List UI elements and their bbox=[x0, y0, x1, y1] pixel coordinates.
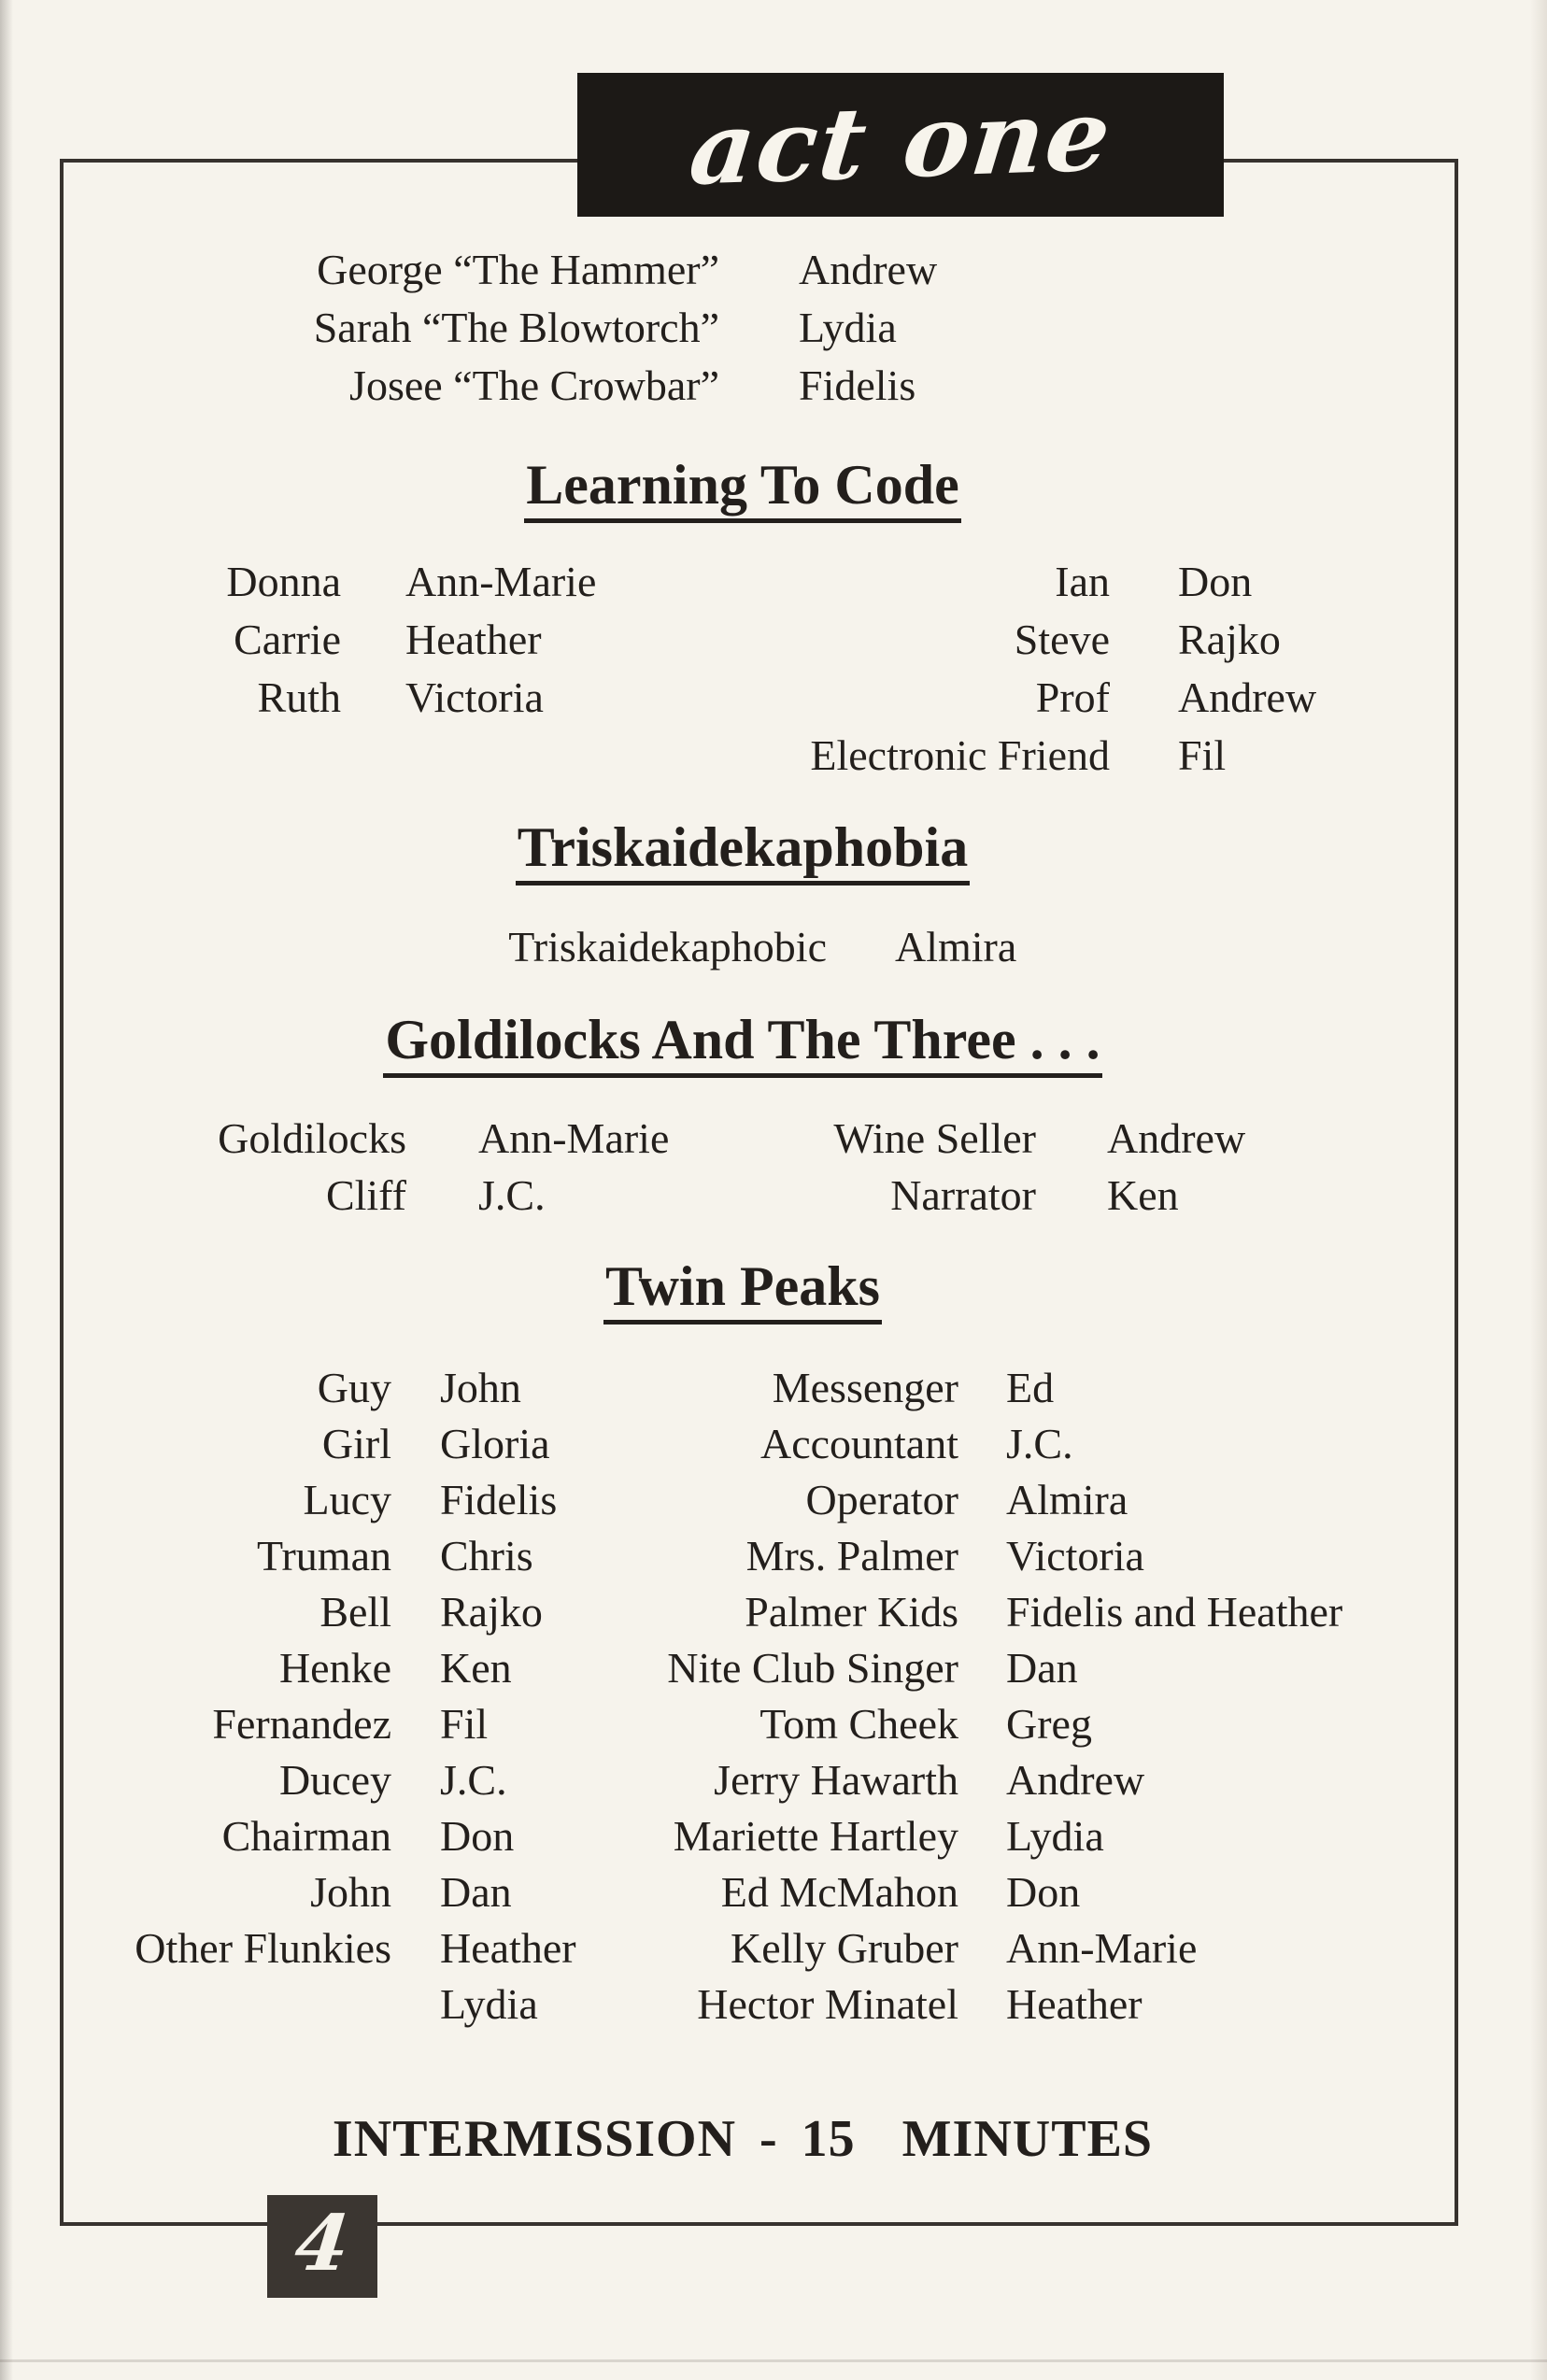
role-cell: Jerry Hawarth bbox=[714, 1756, 958, 1804]
actor-cell: John bbox=[440, 1364, 521, 1411]
role-cell: Other Flunkies bbox=[135, 1924, 391, 1972]
cast-row bbox=[0, 1528, 1547, 1584]
role-cell: Mariette Hartley bbox=[673, 1812, 958, 1860]
role-cell: Hector Minatel bbox=[697, 1980, 958, 2028]
actor-cell: Heather bbox=[405, 616, 542, 663]
role-cell: Electronic Friend bbox=[810, 731, 1110, 779]
actor-cell: Almira bbox=[895, 923, 1017, 970]
cast-row bbox=[0, 727, 1547, 785]
role-cell: Josee “The Crowbar” bbox=[349, 361, 719, 409]
actor-cell: Don bbox=[440, 1812, 515, 1860]
actor-cell: Fil bbox=[440, 1700, 489, 1748]
actor-cell: Don bbox=[1178, 558, 1253, 605]
role-cell: Kelly Gruber bbox=[731, 1924, 958, 1972]
role-cell: Triskaidekaphobic bbox=[508, 923, 827, 970]
actor-cell: Ann-Marie bbox=[1006, 1924, 1198, 1972]
role-cell: Operator bbox=[805, 1476, 958, 1523]
section-title-triskaidekaphobia bbox=[0, 816, 1485, 885]
cast-row bbox=[0, 299, 1547, 357]
section-twin-peaks-cast bbox=[0, 1360, 1547, 2033]
actor-cell: Chris bbox=[440, 1532, 533, 1580]
actor-cell: Ken bbox=[440, 1644, 512, 1692]
cast-row bbox=[0, 1472, 1547, 1528]
role-cell: Ian bbox=[1055, 558, 1110, 605]
actor-cell: Andrew bbox=[1006, 1756, 1145, 1804]
actor-cell: Andrew bbox=[799, 246, 938, 293]
role-cell: Steve bbox=[1014, 616, 1110, 663]
cast-row bbox=[0, 919, 1547, 975]
role-cell: Guy bbox=[317, 1364, 391, 1411]
role-cell: Accountant bbox=[759, 1420, 958, 1467]
role-cell: Prof bbox=[1035, 673, 1110, 721]
actor-cell: Ken bbox=[1107, 1171, 1179, 1219]
section-goldilocks-cast bbox=[0, 1110, 1547, 1224]
cast-row bbox=[0, 1167, 1547, 1224]
section-title-text: Learning To Code bbox=[524, 454, 960, 523]
actor-cell: Greg bbox=[1006, 1700, 1092, 1748]
cast-row bbox=[0, 1808, 1547, 1864]
section-title-text: Goldilocks And The Three . . . bbox=[383, 1009, 1101, 1078]
actor-cell: J.C. bbox=[440, 1756, 507, 1804]
act-banner bbox=[577, 73, 1224, 217]
actor-cell: Andrew bbox=[1178, 673, 1317, 721]
actor-cell: Lydia bbox=[1006, 1812, 1104, 1860]
actor-cell: Fidelis and Heather bbox=[1006, 1588, 1343, 1636]
role-cell: Ed McMahon bbox=[720, 1868, 958, 1916]
section-opening-cast bbox=[0, 241, 1547, 415]
actor-cell: Andrew bbox=[1107, 1114, 1246, 1162]
role-cell: George “The Hammer” bbox=[317, 246, 719, 293]
actor-cell: Don bbox=[1006, 1868, 1081, 1916]
role-cell: Sarah “The Blowtorch” bbox=[313, 304, 719, 351]
cast-row bbox=[0, 669, 1547, 727]
role-cell: Goldilocks bbox=[218, 1114, 406, 1162]
role-cell: Nite Club Singer bbox=[667, 1644, 958, 1692]
role-cell: Bell bbox=[319, 1588, 391, 1636]
cast-row bbox=[0, 241, 1547, 299]
actor-cell: J.C. bbox=[1006, 1420, 1073, 1467]
cast-row bbox=[0, 1110, 1547, 1167]
role-cell: Messenger bbox=[772, 1364, 958, 1411]
actor-cell: Ed bbox=[1006, 1364, 1055, 1411]
section-learning-to-code-cast bbox=[0, 553, 1547, 785]
role-cell bbox=[0, 727, 341, 785]
role-cell: Tom Cheek bbox=[759, 1700, 958, 1748]
role-cell: Fernandez bbox=[212, 1700, 391, 1748]
section-title-goldilocks bbox=[0, 1009, 1485, 1078]
role-cell: Ducey bbox=[278, 1756, 391, 1804]
role-cell: Lucy bbox=[303, 1476, 391, 1523]
actor-cell: Ann-Marie bbox=[478, 1114, 670, 1162]
actor-cell: Victoria bbox=[1006, 1532, 1144, 1580]
actor-cell: J.C. bbox=[478, 1171, 546, 1219]
cast-row bbox=[0, 1640, 1547, 1696]
cast-row bbox=[0, 1696, 1547, 1752]
role-cell: John bbox=[310, 1868, 391, 1916]
actor-cell: Fidelis bbox=[799, 361, 916, 409]
role-cell: Chairman bbox=[221, 1812, 391, 1860]
role-cell: Mrs. Palmer bbox=[745, 1532, 958, 1580]
role-cell: Palmer Kids bbox=[745, 1588, 958, 1636]
actor-cell: Lydia bbox=[440, 1980, 538, 2028]
cast-row bbox=[0, 1584, 1547, 1640]
role-cell: Wine Seller bbox=[833, 1114, 1036, 1162]
actor-cell: Heather bbox=[1006, 1980, 1143, 2028]
cast-row bbox=[0, 1752, 1547, 1808]
actor-cell: Ann-Marie bbox=[405, 558, 597, 605]
role-cell: Ruth bbox=[257, 673, 341, 721]
cast-row bbox=[0, 1360, 1547, 1416]
section-title-twin-peaks bbox=[0, 1255, 1485, 1325]
actor-cell: Dan bbox=[1006, 1644, 1078, 1692]
cast-row bbox=[0, 553, 1547, 611]
actor-cell: Almira bbox=[1006, 1476, 1128, 1523]
section-title-text: Triskaidekaphobia bbox=[516, 816, 970, 885]
role-cell: Narrator bbox=[890, 1171, 1036, 1219]
role-cell: Girl bbox=[321, 1420, 391, 1467]
actor-cell bbox=[405, 727, 686, 785]
section-triskaidekaphobia-cast bbox=[0, 919, 1547, 975]
section-title-learning-to-code bbox=[0, 454, 1485, 523]
cast-row bbox=[0, 357, 1547, 415]
role-cell: Carrie bbox=[234, 616, 341, 663]
section-title-text: Twin Peaks bbox=[603, 1255, 882, 1325]
cast-row bbox=[0, 611, 1547, 669]
scan-shadow-bottom bbox=[0, 2359, 1547, 2362]
cast-row bbox=[0, 1920, 1547, 1976]
cast-row bbox=[0, 1976, 1547, 2033]
role-cell bbox=[0, 1976, 391, 2033]
actor-cell: Rajko bbox=[440, 1588, 543, 1636]
role-cell: Cliff bbox=[325, 1171, 406, 1219]
cast-row bbox=[0, 1864, 1547, 1920]
actor-cell: Lydia bbox=[799, 304, 897, 351]
role-cell: Donna bbox=[226, 558, 341, 605]
actor-cell: Fil bbox=[1178, 731, 1227, 779]
act-banner-label: act one bbox=[684, 75, 1118, 207]
page-number-box bbox=[267, 2195, 377, 2298]
intermission-notice: INTERMISSION - 15 MINUTES bbox=[332, 2110, 1154, 2168]
actor-cell: Rajko bbox=[1178, 616, 1281, 663]
actor-cell: Fidelis bbox=[440, 1476, 558, 1523]
page-number-label: 4 bbox=[291, 2199, 354, 2288]
role-cell: Henke bbox=[278, 1644, 391, 1692]
actor-cell: Victoria bbox=[405, 673, 544, 721]
role-cell: Truman bbox=[257, 1532, 391, 1580]
actor-cell: Dan bbox=[440, 1868, 512, 1916]
actor-cell: Gloria bbox=[440, 1420, 550, 1467]
actor-cell: Heather bbox=[440, 1924, 576, 1972]
cast-row bbox=[0, 1416, 1547, 1472]
